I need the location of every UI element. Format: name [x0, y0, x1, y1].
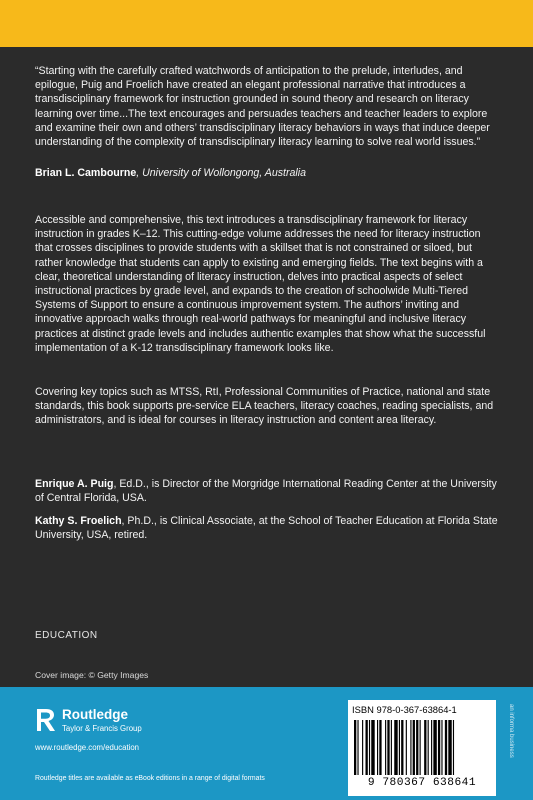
barcode-bar: [441, 720, 442, 775]
author-name: Kathy S. Froelich: [35, 515, 122, 527]
barcode-bar: [406, 720, 407, 775]
barcode-bar: [413, 720, 415, 775]
author-bio-puig: [35, 477, 501, 505]
barcode-digits: 9 780367 638641: [367, 777, 477, 789]
barcode-bar: [448, 720, 451, 775]
ebook-availability-note: Routledge titles are available as eBook editions in a range of digital formats: [35, 775, 265, 782]
barcode-bar: [401, 720, 403, 775]
book-topics: Covering key topics such as MTSS, RtI, Professional Communities of Practice, national and state standards, this book supports pre-service ELA teachers, literacy coaches, reading specialists, and administrators, and is ideal for courses in literacy instruction and content area literacy.: [35, 386, 494, 427]
barcode-bar: [431, 720, 432, 775]
barcode-bars: [352, 720, 492, 775]
barcode-bar: [394, 720, 397, 775]
top-color-band: [0, 0, 533, 47]
endorsement-quote: “Starting with the carefully crafted watchwords of anticipation to the prelude, interludes, and epilogue, Puig and Froelich have created an elegant professional narrative that introduces a transdisciplinary framework for instruction grounded in sound theory and research on literacy learning over time...The text encourages and persuades teachers and teacher leaders to explore and examine their own and others’ transdisciplinary literacy behaviors in ways that induce deeper understanding of the complexity of transdisciplinary literacy learning to solve real world issues.”: [35, 65, 490, 149]
author-bio-text: , Ed.D., is Director of the Morgridge International Reading Center at the University of Central Florida, USA.: [35, 478, 497, 505]
routledge-logo-icon: [35, 707, 57, 733]
barcode-bar: [366, 720, 368, 775]
barcode-bar: [357, 720, 358, 775]
book-description: Accessible and comprehensive, this text introduces a transdisciplinary framework for literacy instruction in grades K–12. This cutting-edge volume addresses the need for literacy instruction that crosses disciplines to provide students with a skillset that is not constrained or siloed, but rather knowledge that students can apply to existing and emerging fields. The text begins with a clear, theoretical understanding of literacy instruction, delves into practical aspects of select instructional practices by grade level, and expands to the creation of schoolwide Multi-Tiered Systems of Support to ensure a continuous improvement system. The authors’ inviting and innovative approach walks through real-world pathways for meaningful and inclusive literacy practices at distinct grade levels and includes authentic examples that show what the successful implementation of a K-12 transdisciplinary framework looks like.: [35, 214, 486, 354]
barcode-bar: [410, 720, 411, 775]
side-text-label: an informa business: [508, 704, 514, 758]
barcode-bar: [391, 720, 392, 775]
quote-affiliation: , University of Wollongong, Australia: [136, 167, 307, 179]
barcode-bar: [387, 720, 389, 775]
publisher-side-text: [506, 704, 516, 794]
author-bio-froelich: [35, 514, 501, 542]
barcode-bar: [453, 720, 454, 775]
barcode-bar: [371, 720, 374, 775]
barcode-bar: [433, 720, 436, 775]
barcode-bar: [424, 720, 426, 775]
barcode-bar: [438, 720, 440, 775]
isbn-barcode: [348, 700, 496, 796]
barcode-bar: [354, 720, 356, 775]
author-bio-text: , Ph.D., is Clinical Associate, at the School of Teacher Education at Florida State University, USA, retired.: [35, 515, 498, 542]
publisher-subtitle: Taylor & Francis Group: [62, 724, 142, 733]
barcode-bar: [377, 720, 378, 775]
barcode-bar: [428, 720, 429, 775]
barcode-bar: [369, 720, 370, 775]
barcode-bar: [379, 720, 381, 775]
barcode-bar: [362, 720, 363, 775]
publisher-name: Routledge: [62, 707, 128, 722]
barcode-bar: [399, 720, 400, 775]
subject-category: EDUCATION: [35, 630, 98, 641]
barcode-bar: [385, 720, 386, 775]
cover-image-credit: Cover image: © Getty Images: [35, 670, 149, 680]
barcode-bar: [420, 720, 421, 775]
barcode-bar: [416, 720, 418, 775]
quote-author: Brian L. Cambourne: [35, 167, 137, 179]
author-name: Enrique A. Puig: [35, 478, 114, 490]
barcode-bar: [445, 720, 447, 775]
isbn-label: ISBN 978-0-367-63864-1: [352, 704, 457, 715]
endorsement-attribution: [35, 166, 501, 180]
publisher-url[interactable]: www.routledge.com/education: [35, 743, 140, 752]
